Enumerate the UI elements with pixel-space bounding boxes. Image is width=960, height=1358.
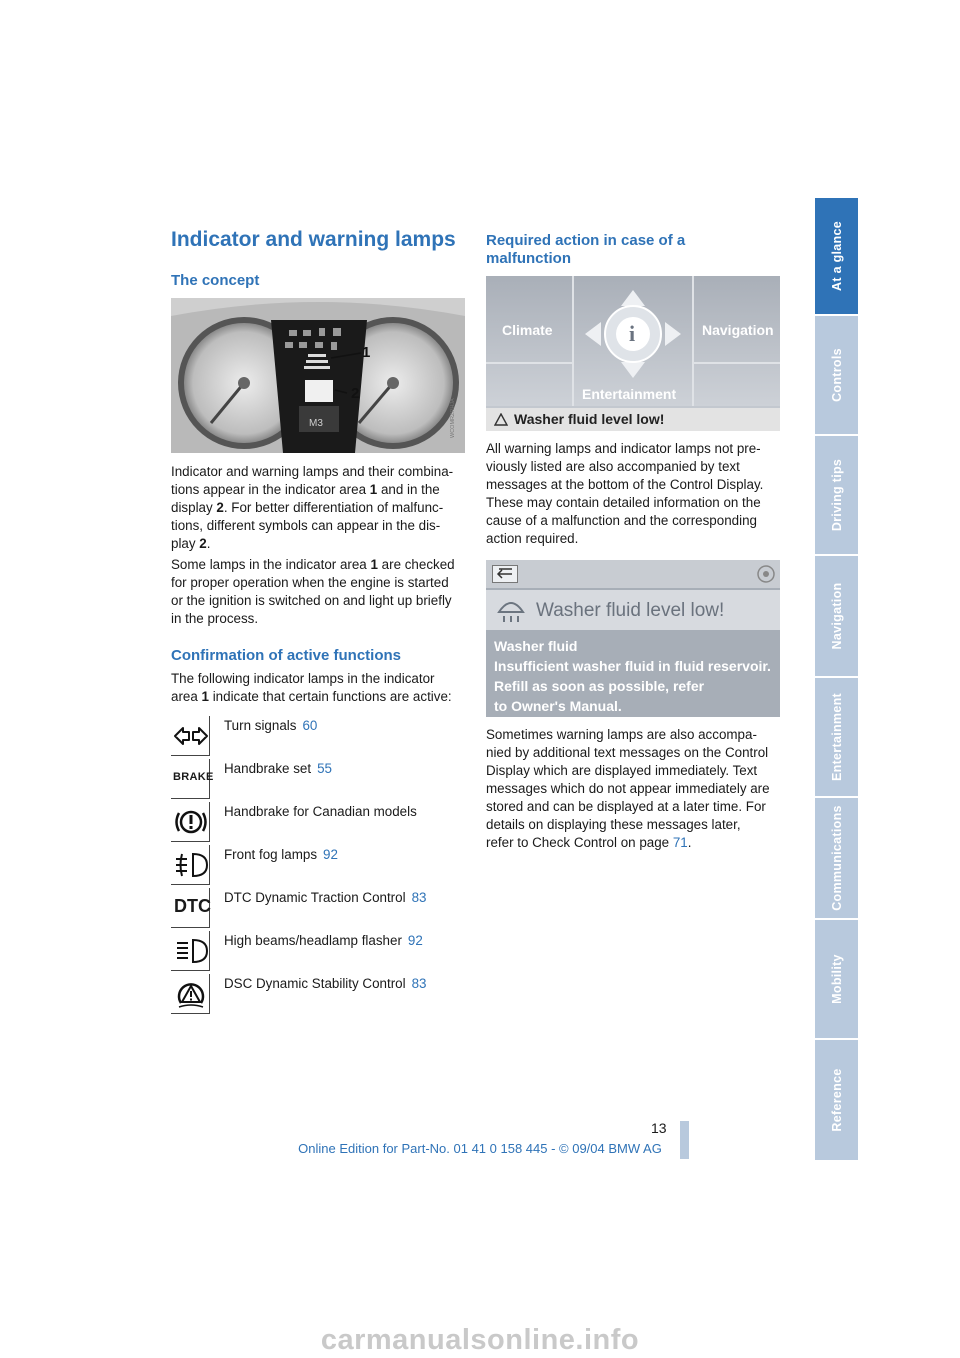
required-action-heading: Required action in case of a malfunction <box>486 232 686 267</box>
high-beam-icon <box>171 931 210 971</box>
tab-label: Reference <box>829 1068 844 1132</box>
washer-fluid-icon <box>496 596 526 624</box>
indicator-label: High beams/headlamp flasher <box>224 933 402 948</box>
tab-entertainment[interactable] <box>815 678 858 798</box>
indicator-label: Handbrake for Canadian models <box>224 804 417 819</box>
indicator-item-dsc <box>171 974 471 1017</box>
menu-item-climate[interactable]: Climate <box>502 322 553 338</box>
tab-mobility[interactable] <box>815 920 858 1040</box>
tab-label: Entertainment <box>829 693 844 781</box>
tab-label: Communications <box>829 805 844 911</box>
indicator-label: Handbrake set <box>224 761 312 776</box>
indicator-label: Front fog lamps <box>224 847 318 862</box>
dtc-icon-text: DTC <box>174 896 211 916</box>
concept-heading: The concept <box>171 272 260 289</box>
back-arrow-icon[interactable] <box>492 565 518 583</box>
tab-label: Navigation <box>829 582 844 650</box>
indicator-item-dtc <box>171 888 471 931</box>
brake-icon-text: BRAKE <box>173 771 214 783</box>
tab-driving-tips[interactable] <box>815 436 858 556</box>
info-icon: i <box>629 321 636 346</box>
page-link[interactable]: 55 <box>317 761 332 776</box>
page-title: Indicator and warning lamps <box>171 228 456 251</box>
tab-label: Mobility <box>829 954 844 1004</box>
concept-paragraph-1: Indicator and warning lamps and their combina- tions appear in the indicator area 1 and in the display 2. For better differentiation of malfunc- tions, different symbols can appear in the dis- play 2. <box>171 464 454 551</box>
callout-2: 2 <box>351 385 360 402</box>
dtc-icon <box>171 888 210 928</box>
indicator-item-front-fog <box>171 845 471 888</box>
page-number: 13 <box>651 1120 667 1136</box>
detail-title: Washer fluid level low! <box>536 600 725 621</box>
page-link[interactable]: 83 <box>411 890 427 905</box>
confirmation-intro: The following indicator lamps in the indicator area 1 indicate that certain functions are active: <box>171 671 452 704</box>
required-paragraph-2: Sometimes warning lamps are also accompa- nied by additional text messages on the Control Display which are displayed immediately. Text messages which do not appear immediately are stored and can be displayed at a later time. For details on displaying these messages later, refer to Check Control on page 71. <box>486 727 770 850</box>
handbrake-canada-icon <box>171 802 210 842</box>
footer-text: Online Edition for Part-No. 01 41 0 158 445 - © 09/04 BMW AG <box>298 1141 662 1156</box>
tab-controls[interactable] <box>815 316 858 436</box>
indicator-label: DSC Dynamic Stability Control <box>224 976 406 991</box>
warning-triangle-icon <box>494 413 508 426</box>
indicator-item-handbrake <box>171 759 471 802</box>
options-icon[interactable] <box>756 564 776 584</box>
image-code: WCOMRZRHJA <box>450 398 456 438</box>
tab-navigation[interactable] <box>815 556 858 678</box>
chapter-tabs <box>815 198 858 1160</box>
page-link[interactable]: 60 <box>302 718 318 733</box>
menu-item-entertainment[interactable]: Entertainment <box>582 386 677 402</box>
instrument-cluster-image <box>171 298 465 453</box>
page-link[interactable]: 92 <box>323 847 338 862</box>
front-fog-lamp-icon <box>171 845 210 885</box>
tab-label: At a glance <box>829 221 844 291</box>
dsc-icon <box>171 974 210 1014</box>
indicator-item-high-beams <box>171 931 471 974</box>
page-link[interactable]: 92 <box>407 933 423 948</box>
indicator-item-turn-signals <box>171 716 471 759</box>
concept-paragraph-2: Some lamps in the indicator area 1 are checked for proper operation when the engine is started or the ignition is switched on and light up briefly in the process. <box>171 557 455 626</box>
brake-icon <box>171 759 214 799</box>
indicator-item-handbrake-canada <box>171 802 471 845</box>
washer-fluid-detail-image <box>486 560 780 717</box>
page-link[interactable]: 83 <box>411 976 427 991</box>
indicator-label: DTC Dynamic Traction Control <box>224 890 406 905</box>
page-link[interactable]: 71 <box>672 835 688 850</box>
svg-text:M3: M3 <box>309 418 323 429</box>
tab-communications[interactable] <box>815 798 858 920</box>
tab-at-a-glance[interactable] <box>815 198 858 316</box>
callout-1: 1 <box>362 344 371 361</box>
indicator-label: Turn signals <box>224 718 297 733</box>
tab-label: Controls <box>829 348 844 402</box>
required-paragraph-1: All warning lamps and indicator lamps not pre- viously listed are also accompanied by text messages at the bottom of the Control Display. These may contain detailed information on the cause of a malfunction and the corresponding action required. <box>486 441 764 546</box>
watermark: carmanualsonline.info <box>320 1324 640 1356</box>
control-display-menu-image <box>486 276 780 431</box>
menu-item-navigation[interactable]: Navigation <box>702 322 774 338</box>
confirmation-heading: Confirmation of active functions <box>171 647 402 664</box>
detail-body: Washer fluid Insufficient washer fluid in fluid reservoir. Refill as soon as possible, refer to Owner's Manual. <box>494 638 771 714</box>
warning-text: Washer fluid level low! <box>514 411 665 427</box>
turn-signals-icon <box>171 716 210 756</box>
tab-label: Driving tips <box>829 458 844 532</box>
warning-bar <box>486 408 780 431</box>
